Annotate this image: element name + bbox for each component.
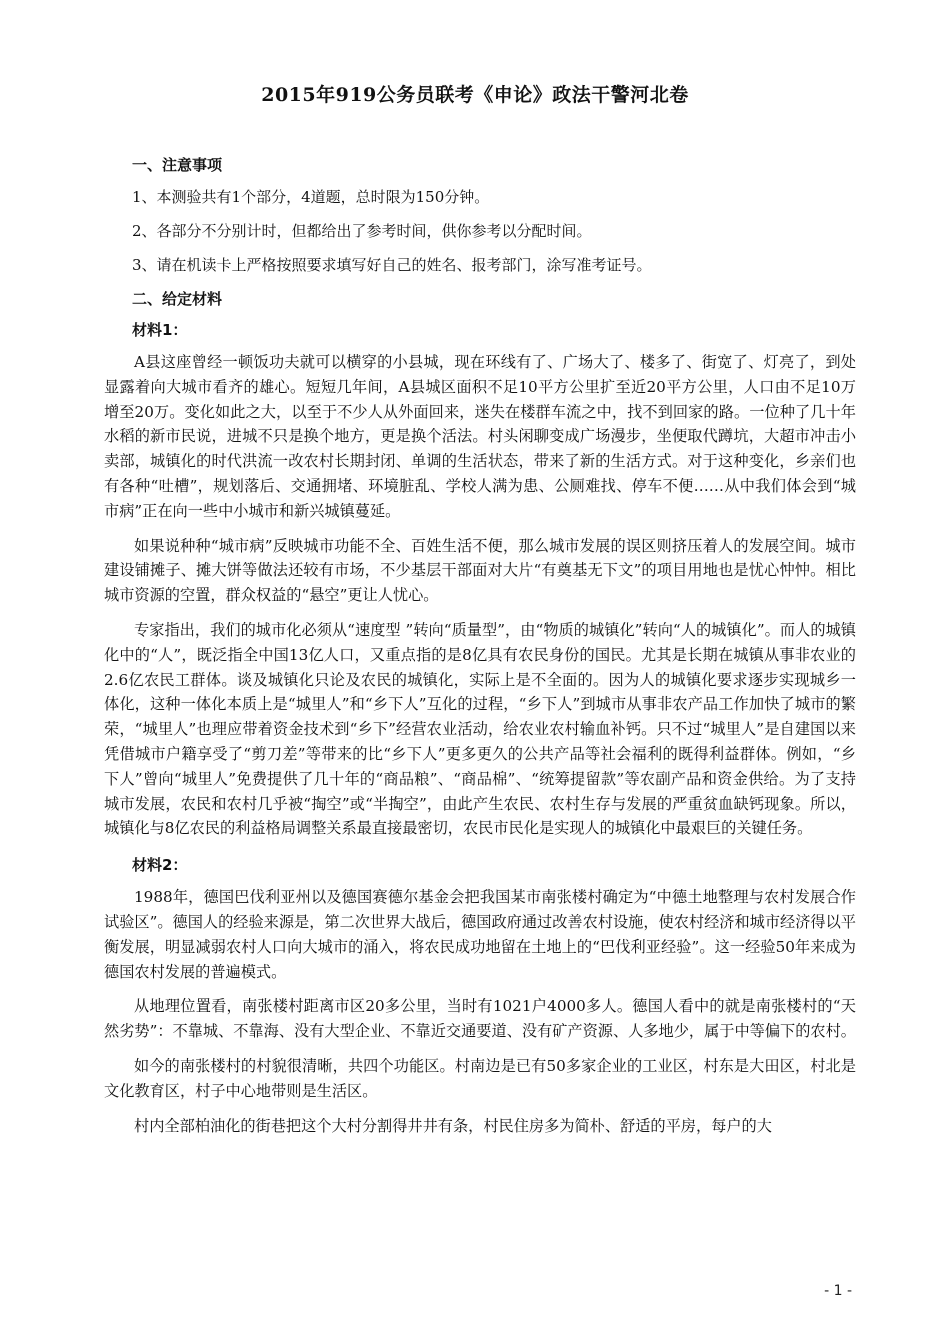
page-number: - 1 - bbox=[824, 1283, 852, 1299]
document-title: 2015年919公务员联考《申论》政法干警河北卷 bbox=[261, 84, 689, 106]
document-body bbox=[104, 150, 856, 1148]
notice-item: 2、各部分不分别计时，但都给出了参考时间，供你参考以分配时间。 bbox=[132, 222, 592, 240]
material-1-paragraph: 专家指出，我们的城市化必须从“速度型 ”转向“质量型”，由“物质的城镇化”转向“人的城镇化”。而人的城镇化中的“人”，既泛指全中国13亿人口，又重点指的是8亿具有农民身份的国民。尤其是长期在城镇从事非农业的2.6亿农民工群体。谈及城镇化只论及农民的城镇化，实际上是不全面的。因为人的城镇化要求逐步实现城乡一体化，这种一体化本质上是“城里人”和“乡下人”互化的过程，“乡下人”到城市从事非农产品工作加快了城市的繁荣，“城里人”也理应带着资金技术到“乡下”经营农业活动，给农业农村输血补钙。只不过“城里人”是自建国以来凭借城市户籍享受了“剪刀差”等带来的比“乡下人”更多更久的公共产品等社会福利的既得利益群体。例如，“乡下人”曾向“城里人”免费提供了几十年的“商品粮”、“商品棉”、“统筹提留款”等农副产品和资金供给。为了支持城市发展，农民和农村几乎被“掏空”或“半掏空”，由此产生农民、农村生存与发展的严重贫血缺钙现象。所以，城镇化与8亿农民的利益格局调整关系最直接最密切，农民市民化是实现人的城镇化中最艰巨的关键任务。 bbox=[104, 620, 856, 838]
notice-item: 1、本测验共有1个部分，4道题，总时限为150分钟。 bbox=[132, 188, 490, 206]
material-2-paragraph: 1988年，德国巴伐利亚州以及德国赛德尔基金会把我国某市南张楼村确定为“中德土地整理与农村发展合作试验区”。德国人的经验来源是，第二次世界大战后，德国政府通过改善农村设施，使农村经济和城市经济得以平衡发展，明显减弱农村人口向大城市的涌入，将农民成功地留在土地上的“巴伐利亚经验”。这一经验50年来成为德国农村发展的普遍模式。 bbox=[104, 888, 856, 981]
materials-heading: 二、给定材料 bbox=[132, 290, 223, 308]
notice-heading: 一、注意事项 bbox=[132, 156, 223, 174]
material-2-paragraph: 从地理位置看，南张楼村距离市区20多公里，当时有1021户4000多人。德国人看中的就是南张楼村的“天然劣势”：不靠城、不靠海、没有大型企业、不靠近交通要道、没有矿产资源、人多地少，属于中等偏下的农村。 bbox=[104, 997, 856, 1041]
material-2-label: 材料2： bbox=[132, 856, 188, 875]
material-2-paragraph: 如今的南张楼村的村貌很清晰，共四个功能区。村南边是已有50多家企业的工业区，村东是大田区，村北是文化教育区，村子中心地带则是生活区。 bbox=[104, 1056, 856, 1100]
material-1-paragraph: A县这座曾经一顿饭功夫就可以横穿的小县城，现在环线有了、广场大了、楼多了、街宽了、灯亮了，到处显露着向大城市看齐的雄心。短短几年间，A县城区面积不足10平方公里扩至近20平方公里，人口由不足10万增至20万。变化如此之大，以至于不少人从外面回来，迷失在楼群车流之中，找不到回家的路。一位种了几十年水稻的新市民说，进城不只是换个地方，更是换个活法。村头闲聊变成广场漫步，坐便取代蹲坑，大超市冲击小卖部，城镇化的时代洪流一改农村长期封闭、单调的生活状态，带来了新的生活方式。对于这种变化，乡亲们也有各种“吐槽”，规划落后、交通拥堵、环境脏乱、学校人满为患、公厕难找、停车不便……从中我们体会到“城市病”正在向一些中小城市和新兴城镇蔓延。 bbox=[104, 353, 856, 520]
notice-item: 3、请在机读卡上严格按照要求填写好自己的姓名、报考部门，涂写准考证号。 bbox=[132, 256, 652, 274]
material-1-label: 材料1： bbox=[132, 321, 188, 339]
material-2-paragraph: 村内全部柏油化的街巷把这个大村分割得井井有条，村民住房多为简朴、舒适的平房，每户的大 bbox=[134, 1116, 772, 1135]
material-1-paragraph: 如果说种种“城市病”反映城市功能不全、百姓生活不便，那么城市发展的误区则挤压着人的发展空间。城市建设铺摊子、摊大饼等做法还较有市场，不少基层干部面对大片“有奠基无下文”的项目用地也是忧心忡忡。相比城市资源的空置，群众权益的“悬空”更让人忧心。 bbox=[104, 536, 856, 605]
